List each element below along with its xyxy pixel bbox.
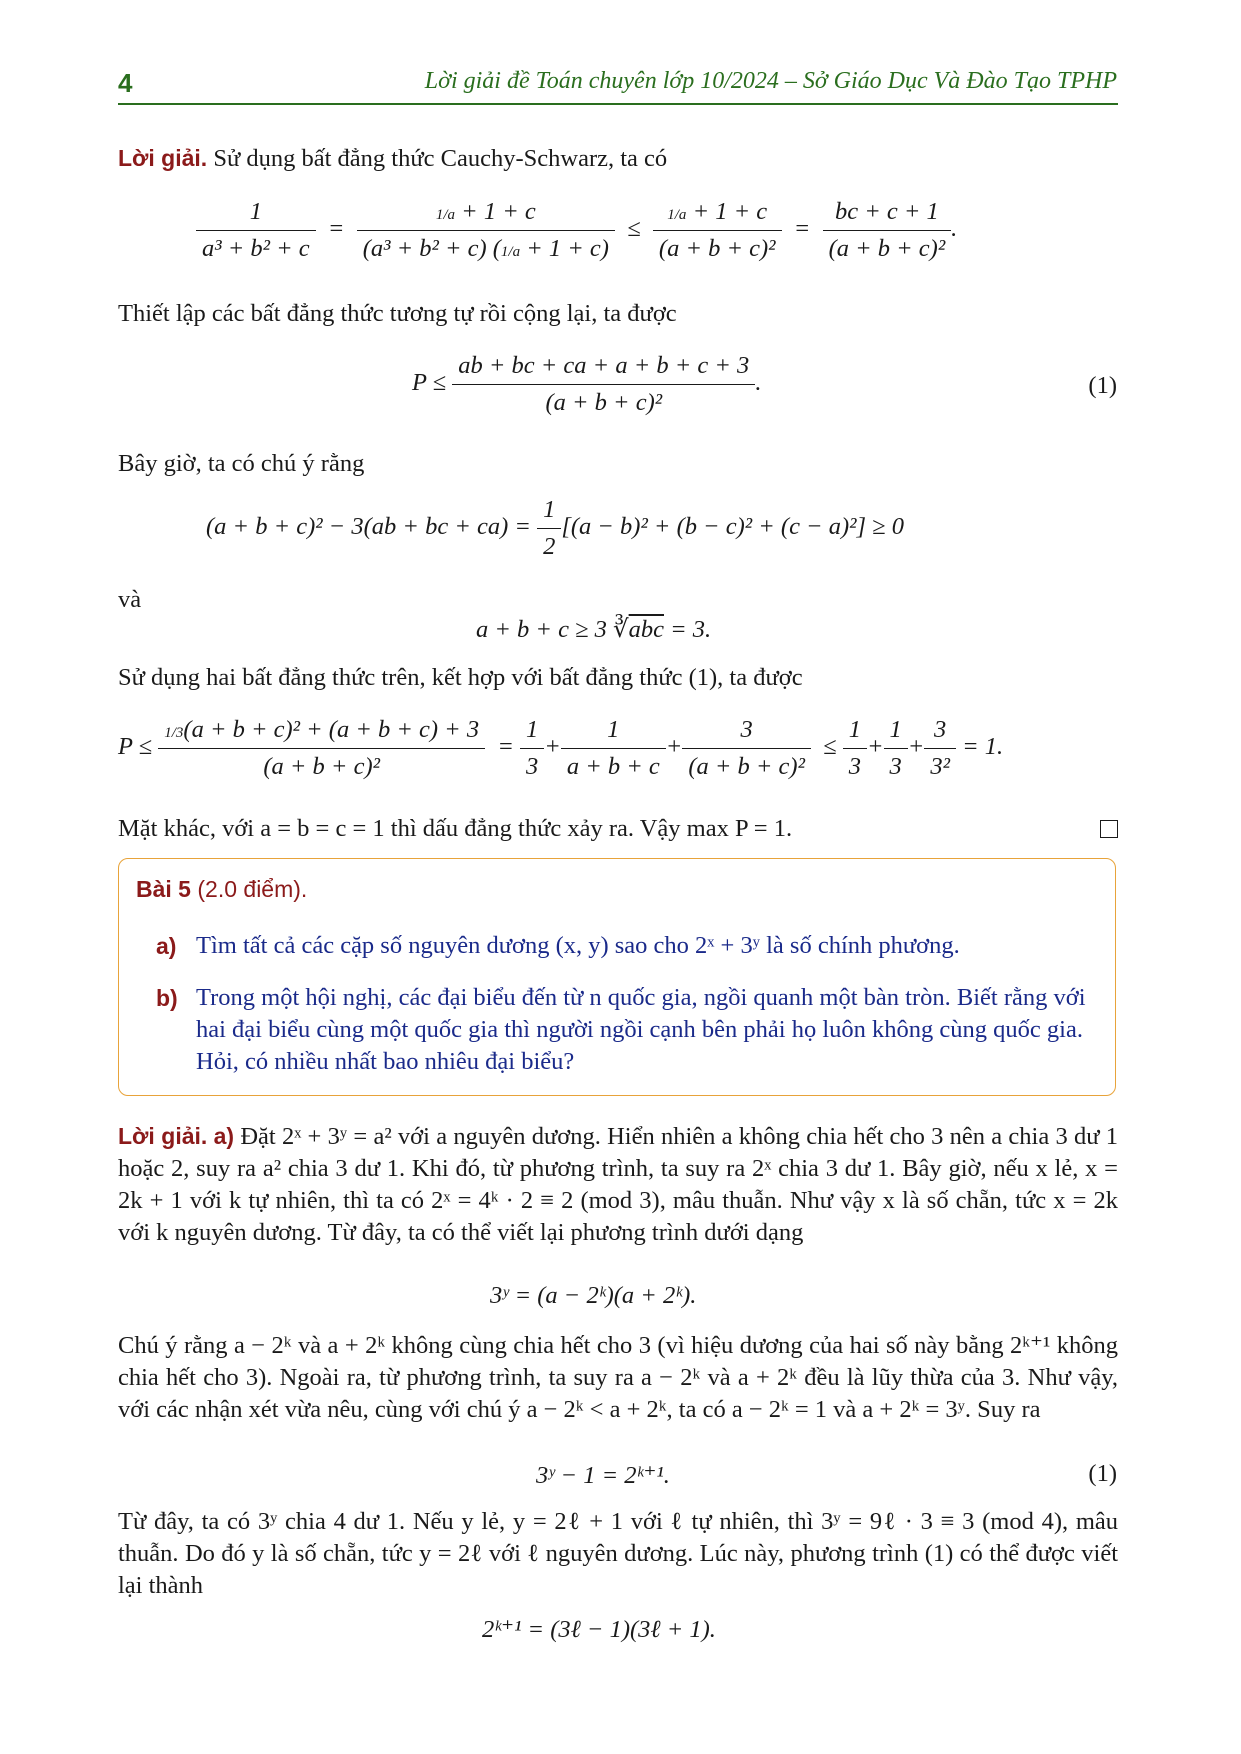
problem-number: Bài 5 <box>136 876 191 902</box>
am-gm-inequality: a + b + c ≥ 3 $∛\overline{abc} = 3$. <box>476 616 712 643</box>
solution5-p3: Từ đây, ta có 3ʸ chia 4 dư 1. Nếu y lẻ, y = 2ℓ + 1 với ℓ tự nhiên, thì 3ʸ = 9ℓ · 3 ≡ 3 (mod 4), mâu thuẫn. Do đó y là số chẵn, tức y = 2ℓ với ℓ nguyên dương. Lúc này, phương trình (1) có thể được viết lại thành <box>118 1508 1118 1599</box>
and-text: và <box>118 586 142 613</box>
cauchy-schwarz-equation: $\frac{1}{\text{a³ + b² + c}}$ = $\frac{1/a + 1 + c}{\text{(a³ + b² + c) (1/a + 1 + c)}}$ ≤ $\frac{1/a + 1 + c}{\text{(a + b + c)²}}$ = $\frac{bc + c + 1}{\text{(a + b + c)²}}$ . <box>196 198 957 263</box>
equation-c: 2ᵏ⁺¹ = (3ℓ − 1)(3ℓ + 1). <box>482 1616 716 1643</box>
item-a-text: Tìm tất cả các cặp số nguyên dương (x, y) sao cho 2ˣ + 3ʸ là số chính phương. <box>196 932 960 959</box>
solution5-p1: Đặt 2ˣ + 3ʸ = a² với a nguyên dương. Hiển nhiên a không chia hết cho 3 nên a chia 3 dư 1 hoặc 2, suy ra a² chia 3 dư 1. Khi đó, từ phương trình, ta suy ra 2ˣ chia 3 dư 1. Bây giờ, nếu x lẻ, x = 2k + 1 với k tự nhiên, thì ta có 2ˣ = 4ᵏ · 2 ≡ 2 (mod 3), mâu thuẫn. Như vậy x là số chẵn, tức x = 2k với k nguyên dương. Từ đây, ta có thể viết lại phương trình dưới dạng <box>118 1123 1119 1246</box>
identity-equation: (a + b + c)² − 3(ab + bc + ca) = $\frac{1}{2}$ [(a − b)² + (b − c)² + (c − a)²] ≥ 0 <box>206 496 904 560</box>
solution-label: Lời giải. <box>118 145 208 171</box>
problem-title <box>136 876 307 903</box>
note-text: Bây giờ, ta có chú ý rằng <box>118 450 365 477</box>
solution5-p2: Chú ý rằng a − 2ᵏ và a + 2ᵏ không cùng chia hết cho 3 (vì hiệu dương của hai số này bằng 2ᵏ⁺¹ không chia hết cho 3). Ngoài ra, từ phương trình, ta suy ra a − 2ᵏ và a + 2ᵏ đều là lũy thừa của 3. Như vậy, với các nhận xét vừa nêu, cùng với chú ý a − 2ᵏ < a + 2ᵏ, ta có a − 2ᵏ = 1 và a + 2ᵏ = 3ʸ. Suy ra <box>118 1332 1118 1423</box>
header-rule <box>118 103 1118 105</box>
equation-a: 3ʸ = (a − 2ᵏ)(a + 2ᵏ). <box>490 1282 697 1309</box>
solution4-intro-line <box>118 142 1118 175</box>
qed-square <box>1100 820 1118 838</box>
problem-item-a <box>156 930 1100 962</box>
final-bound-equation: P ≤ $\frac{\text{1/3(a + b + c)² + (a + b + c) + 3}}{\text{(a + b + c)²}}$ = $\frac{1}{3}$ + $\frac{1}{a + b + c}$ + $\frac{3}{\text{(a + b + c)²}}$ ≤ $\frac{1}{3}$ + $\frac{1}{3}$ + $\frac{3}{\text{3²}}$ = 1. <box>118 716 1004 780</box>
solution4-intro: Sử dụng bất đẳng thức Cauchy-Schwarz, ta có <box>213 145 668 172</box>
equation-number-1: (1) <box>1088 372 1117 399</box>
item-a-label: a) <box>156 933 177 959</box>
running-title: Lời giải đề Toán chuyên lớp 10/2024 – Sở Giáo Dục Và Đào Tạo TPHP <box>424 68 1117 94</box>
conclusion-text: Mặt khác, với a = b = c = 1 thì dấu đẳng thức xảy ra. Vậy max P = 1. <box>118 815 793 842</box>
solution5-paragraph-1 <box>118 1120 1118 1249</box>
problem-item-b <box>156 982 1100 1078</box>
item-b-label: b) <box>156 985 178 1011</box>
page-number: 4 <box>118 68 133 98</box>
inequality-1: P ≤ $\frac{ab + bc + ca + a + b + c + 3}{\text{(a + b + c)²}}$ . <box>412 352 762 416</box>
problem-points: (2.0 điểm). <box>197 876 308 902</box>
solution5-part-label: a) <box>213 1123 235 1149</box>
item-b-text: Trong một hội nghị, các đại biểu đến từ n quốc gia, ngồi quanh một bàn tròn. Biết rằng với hai đại biểu cùng một quốc gia thì người ngồi cạnh bên phải họ luôn không cùng quốc gia. Hỏi, có nhiều nhất bao nhiêu đại biểu? <box>196 984 1086 1075</box>
equation-b-number: (1) <box>1088 1460 1117 1487</box>
solution5-label: Lời giải. <box>118 1123 208 1149</box>
combine-text: Sử dụng hai bất đẳng thức trên, kết hợp với bất đẳng thức (1), ta được <box>118 664 803 691</box>
similar-text: Thiết lập các bất đẳng thức tương tự rồi cộng lại, ta được <box>118 300 677 327</box>
equation-b: 3ʸ − 1 = 2ᵏ⁺¹. <box>536 1462 670 1489</box>
